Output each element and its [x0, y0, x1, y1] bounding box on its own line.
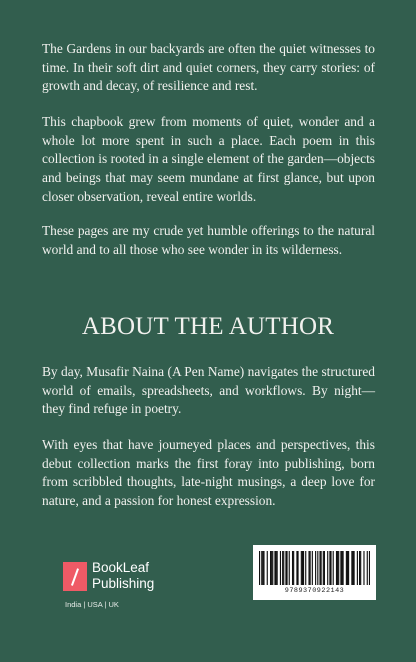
barcode-bar [363, 551, 364, 585]
barcode-bar [323, 551, 324, 585]
barcode-bar [354, 551, 355, 585]
barcode-bar [303, 551, 304, 585]
barcode-bar [329, 551, 330, 585]
barcode-bar [293, 551, 294, 585]
barcode-bar [292, 551, 293, 585]
barcode-bar [340, 551, 341, 585]
barcode-bar [275, 551, 276, 585]
barcode-bar [330, 551, 331, 585]
publisher-name-line-2: Publishing [92, 576, 155, 591]
barcode-bar [352, 551, 353, 585]
barcode-bar [348, 551, 349, 585]
barcode-bar [369, 551, 370, 585]
barcode-bar [317, 551, 318, 585]
barcode-bar [347, 551, 348, 585]
barcode-bar [277, 551, 278, 585]
barcode [253, 545, 376, 600]
barcode-bar [272, 551, 273, 585]
isbn-number: 9789370922143 [284, 587, 345, 595]
publisher-regions: India | USA | UK [65, 600, 119, 609]
barcode-bar [319, 551, 320, 585]
about-paragraph-1: By day, Musafir Naina (A Pen Name) navigates the structured world of emails, spreadsheets, and workflows. By night—they find refuge in poetry. [42, 364, 375, 417]
barcode-bars [259, 551, 370, 585]
blurb-paragraph-1: The Gardens in our backyards are often the quiet witnesses to time. In their soft dirt and quiet corners, they carry stories: of growth and decay, of resilience and rest. [42, 41, 375, 94]
publisher-name-line-1: BookLeaf [92, 560, 150, 575]
barcode-bar [343, 551, 344, 585]
barcode-bar [297, 551, 298, 585]
publisher-logo [63, 562, 183, 608]
barcode-bar [357, 551, 358, 585]
barcode-bar [367, 551, 368, 585]
barcode-bar [302, 551, 303, 585]
barcode-bar [283, 551, 284, 585]
barcode-bar [336, 551, 337, 585]
barcode-bar [324, 551, 325, 585]
publisher-name [92, 560, 192, 592]
barcode-bar [267, 551, 268, 585]
barcode-bar [360, 551, 361, 585]
barcode-bar [315, 551, 316, 585]
barcode-bar [259, 551, 260, 585]
barcode-bar [321, 551, 322, 585]
barcode-bar [270, 551, 271, 585]
barcode-bar [346, 551, 347, 585]
barcode-bar [271, 551, 272, 585]
barcode-bar [338, 551, 339, 585]
barcode-bar [285, 551, 286, 585]
barcode-bar [280, 551, 281, 585]
blurb-paragraph-2: This chapbook grew from moments of quiet, wonder and a whole lot more spent in such a place. Each poem in this collection is rooted in a single element of the garden—objects and beings that may seem mundane at first glance, but upon closer observation, reveal entire worlds. [42, 114, 375, 204]
barcode-bar [312, 551, 313, 585]
barcode-bar [263, 551, 264, 585]
barcode-bar [262, 551, 263, 585]
barcode-bar [310, 551, 311, 585]
barcode-bar [274, 551, 275, 585]
barcode-bar [327, 551, 328, 585]
barcode-bar [289, 551, 290, 585]
about-author-heading: ABOUT THE AUTHOR [81, 313, 335, 340]
about-paragraph-2: With eyes that have journeyed places and perspectives, this debut collection marks the first foray into publishing, born from scribbled thoughts, late-night musings, a deep love for nature, and a passion for honest expression. [42, 437, 375, 509]
barcode-bar [337, 551, 338, 585]
barcode-bar [286, 551, 287, 585]
barcode-bar [305, 551, 306, 585]
slash-icon [63, 562, 87, 591]
blurb-paragraph-3: These pages are my crude yet humble offerings to the natural world and to all those who see wonder in its wilderness. [42, 223, 375, 257]
barcode-bar [301, 551, 302, 585]
barcode-bar [296, 551, 297, 585]
barcode-bar [308, 551, 309, 585]
barcode-bar [261, 551, 262, 585]
barcode-bar [282, 551, 283, 585]
barcode-bar [351, 551, 352, 585]
barcode-bar [333, 551, 334, 585]
barcode-bar [359, 551, 360, 585]
barcode-bar [341, 551, 342, 585]
